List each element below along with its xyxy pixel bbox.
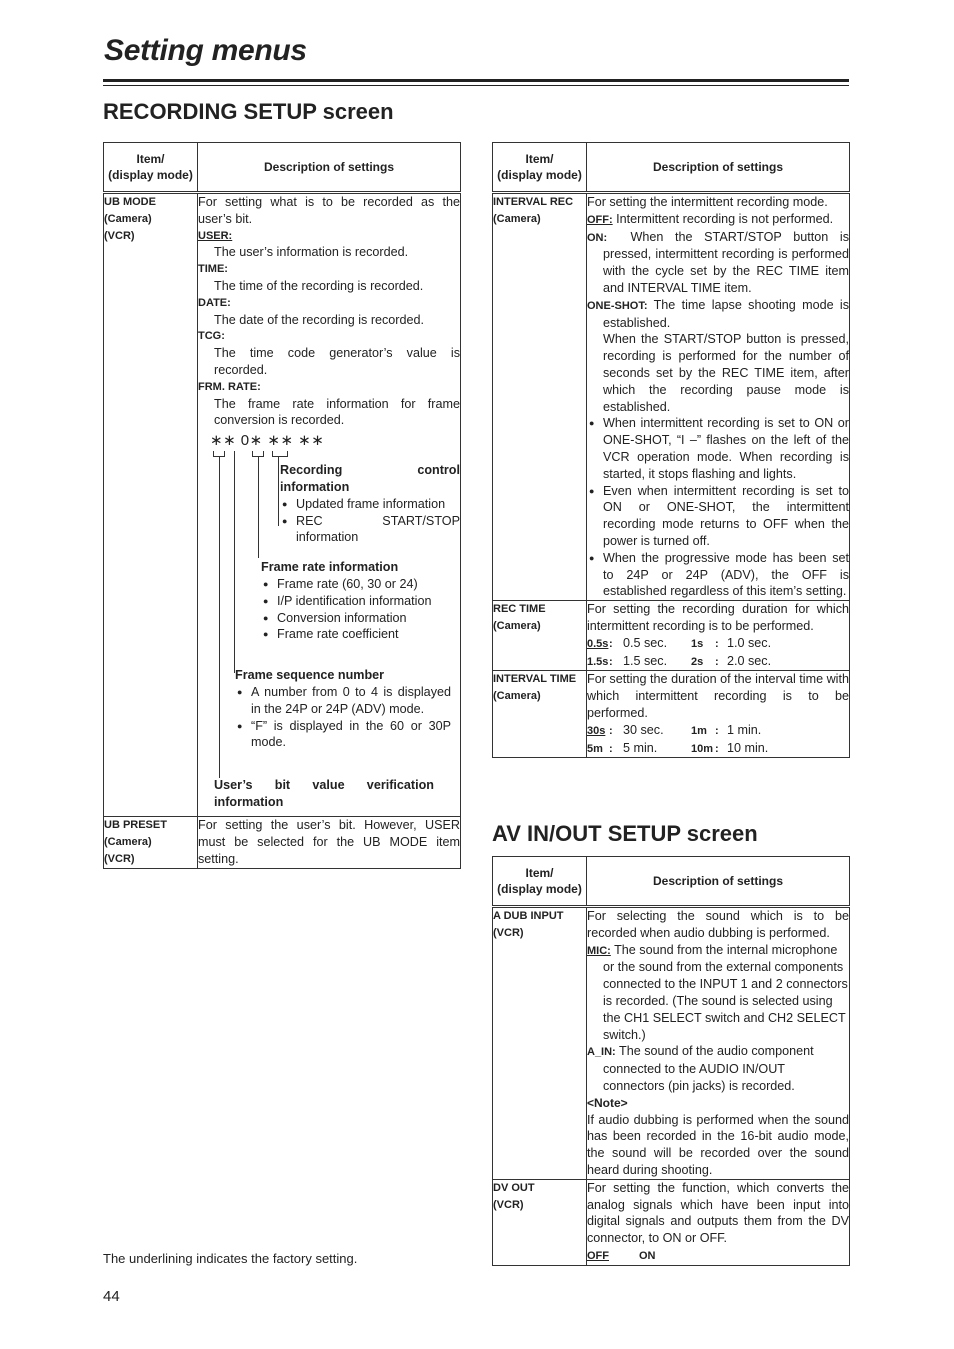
title-rule-thin bbox=[103, 85, 849, 86]
column-header-description: Description of settings bbox=[587, 857, 850, 907]
item-name: UB MODE bbox=[104, 196, 156, 208]
header-item-line1: Item/ bbox=[525, 152, 554, 166]
option-row: 5m : 5 min. 10m : 10 min. bbox=[587, 740, 849, 758]
recording-setup-heading: RECORDING SETUP screen bbox=[103, 99, 394, 124]
item-name: INTERVAL REC bbox=[493, 196, 574, 208]
item-name: INTERVAL TIME bbox=[493, 673, 577, 686]
item-name: UB PRESET bbox=[104, 819, 167, 832]
list-item: ● Frame rate coefficient bbox=[261, 626, 457, 643]
option-value: 5 min. bbox=[623, 740, 658, 755]
option-value: 1.0 sec. bbox=[727, 635, 772, 650]
header-item-line1: Item/ bbox=[136, 152, 165, 166]
table-row-rec-time bbox=[493, 601, 850, 671]
option-text: The frame rate information for frame conversion is recorded. bbox=[214, 396, 460, 428]
recording-setup-table bbox=[103, 142, 461, 869]
frame-rate-block bbox=[261, 559, 457, 643]
recording-setup-table-right bbox=[492, 142, 850, 758]
item-mode: (Camera) bbox=[104, 835, 152, 848]
bracket-line-verify bbox=[219, 456, 220, 778]
option-label-user: USER: bbox=[198, 229, 233, 242]
user-bit-code: ∗∗ 0∗ ∗∗ ∗∗ bbox=[210, 432, 325, 450]
option-text: The time lapse shooting mode is established. bbox=[603, 297, 849, 330]
table-row-interval-rec bbox=[493, 193, 850, 601]
option-value: 1.5 sec. bbox=[623, 653, 668, 668]
page-title: Setting menus bbox=[104, 34, 307, 67]
option-key: 5m bbox=[587, 742, 603, 755]
option-key: 2s bbox=[691, 655, 704, 668]
bracket-tick bbox=[263, 451, 264, 457]
option-key: 0.5s bbox=[587, 637, 609, 650]
frame-rate-title: Frame rate information bbox=[261, 560, 399, 575]
option-label-frm-rate: FRM. RATE: bbox=[198, 380, 261, 393]
option-value: 0.5 sec. bbox=[623, 635, 668, 650]
option-value: 30 sec. bbox=[623, 722, 664, 737]
header-item-line2: (display mode) bbox=[108, 168, 193, 182]
option-one-shot bbox=[587, 297, 849, 332]
table-row-a-dub-input bbox=[493, 907, 850, 1180]
setting-intro: For setting the duration of the interval time with which intermittent recording is to be performed. bbox=[587, 672, 849, 720]
column-header-item bbox=[493, 857, 587, 907]
verify-title: User’s bit value verification information bbox=[214, 778, 434, 809]
list-item: ● Conversion information bbox=[261, 610, 457, 627]
option-row: 30s : 30 sec. 1m : 1 min. bbox=[587, 722, 849, 740]
option-label-one-shot: ONE-SHOT: bbox=[587, 299, 648, 312]
table-row-interval-time bbox=[493, 671, 850, 758]
column-header-item bbox=[104, 143, 198, 193]
setting-intro: For setting the recording duration for which intermittent recording is to be performed. bbox=[587, 602, 849, 633]
av-setup-heading: AV IN/OUT SETUP screen bbox=[492, 821, 758, 846]
item-mode: (Camera) bbox=[493, 212, 541, 225]
option-text: The time code generator’s value is recorded. bbox=[214, 346, 460, 377]
list-item: ● REC START/STOP information bbox=[280, 513, 460, 547]
column-header-description: Description of settings bbox=[198, 143, 461, 193]
rec-control-title: Recording control information bbox=[280, 463, 460, 494]
option-label-off: OFF: bbox=[587, 213, 613, 226]
list-item: ● Frame rate (60, 30 or 24) bbox=[261, 576, 457, 593]
list-item: ● Updated frame information bbox=[280, 496, 460, 513]
option-value: 1 min. bbox=[727, 722, 762, 737]
setting-text: For setting the function, which converts the analog signals which have been input into digital signals and outputs them from the DV connector, to ON or OFF. bbox=[587, 1180, 849, 1246]
rec-control-block bbox=[280, 462, 460, 546]
list-item: ● When the progressive mode has been set to 24P or 24P (ADV), the OFF is established regardless of this item’s setting. bbox=[587, 550, 849, 600]
column-header-item bbox=[493, 143, 587, 193]
option-text: The sound of the audio component connected to the AUDIO IN/OUT connectors (pin jacks) is recorded. bbox=[603, 1044, 814, 1093]
option-text: When the START/STOP button is pressed, intermittent recording is performed with the cycle set by the REC TIME item and INTERVAL TIME item. bbox=[603, 229, 850, 295]
option-row: 1.5s: 1.5 sec. 2s : 2.0 sec. bbox=[587, 653, 849, 671]
option-mic bbox=[587, 942, 849, 1044]
list-item: ● Even when intermittent recording is set to ON or ONE-SHOT, the intermittent recording mode returns to OFF when the power is turned off. bbox=[587, 483, 849, 550]
option-row bbox=[587, 1247, 849, 1265]
user-bit-diagram bbox=[198, 429, 460, 816]
item-mode: (VCR) bbox=[104, 852, 135, 865]
title-rule-thick bbox=[103, 79, 849, 82]
setting-intro: For selecting the sound which is to be recorded when audio dubbing is performed. bbox=[587, 909, 849, 940]
bracket-line-rec-control bbox=[278, 456, 279, 526]
item-mode: (VCR) bbox=[104, 229, 135, 242]
header-item-line2: (display mode) bbox=[497, 168, 582, 182]
table-row-dv-out bbox=[493, 1179, 850, 1265]
option-text: The sound from the internal microphone or the sound from the external components connected to the INPUT 1 and 2 connectors is recorded. (The sound is selected using the CH1 SELECT switch and CH2 SELECT switch.) bbox=[603, 942, 848, 1042]
item-name: DV OUT bbox=[493, 1181, 535, 1194]
table-row-ub-mode bbox=[104, 193, 461, 817]
option-a-in bbox=[587, 1043, 849, 1094]
option-key: 1s bbox=[691, 637, 704, 650]
option-key: 10m bbox=[691, 742, 714, 755]
option-key: 1.5s bbox=[587, 655, 609, 668]
option-label-time: TIME: bbox=[198, 263, 228, 276]
option-key: 1m bbox=[691, 724, 707, 737]
list-item: ● I/P identification information bbox=[261, 593, 457, 610]
option-text: When the START/STOP button is pressed, recording is performed for the number of seconds set by the REC TIME item, after which the recording pause mode is established. bbox=[603, 332, 849, 414]
option-label-tcg: TCG: bbox=[198, 330, 225, 343]
item-mode: (Camera) bbox=[104, 212, 152, 225]
item-mode: (Camera) bbox=[493, 690, 541, 703]
footnote: The underlining indicates the factory setting. bbox=[103, 1251, 358, 1266]
item-name: REC TIME bbox=[493, 603, 546, 616]
option-label-mic: MIC: bbox=[587, 944, 611, 957]
setting-intro: For setting what is to be recorded as the user’s bit. bbox=[198, 195, 460, 226]
bracket-tick bbox=[287, 451, 288, 457]
bracket-tick bbox=[272, 456, 288, 457]
page-number: 44 bbox=[103, 1288, 120, 1305]
option-off bbox=[587, 211, 849, 229]
setting-text: For setting the user’s bit. However, USER must be selected for the UB MODE item setting. bbox=[198, 817, 461, 868]
av-setup-table bbox=[492, 856, 850, 1266]
option-value: 10 min. bbox=[727, 740, 769, 755]
option-text: Intermittent recording is not performed. bbox=[616, 211, 834, 226]
item-mode: (Camera) bbox=[493, 619, 541, 632]
item-mode: (VCR) bbox=[493, 926, 524, 939]
note-text: If audio dubbing is performed when the sound has been recorded in the 16-bit audio mode, the sound will be recorded over the sound heard during shooting. bbox=[587, 1112, 849, 1177]
option-on bbox=[587, 229, 849, 297]
option-value: 2.0 sec. bbox=[727, 653, 772, 668]
list-item: ● A number from 0 to 4 is displayed in the 24P or 24P (ADV) mode. bbox=[235, 684, 451, 718]
setting-intro: For setting the intermittent recording mode. bbox=[587, 195, 828, 209]
item-mode: (VCR) bbox=[493, 1198, 524, 1211]
option-label-a-in: A_IN: bbox=[587, 1046, 616, 1059]
list-item: ● “F” is displayed in the 60 or 30P mode. bbox=[235, 718, 451, 752]
header-item-line2: (display mode) bbox=[497, 882, 582, 896]
option-row: 0.5s: 0.5 sec. 1s : 1.0 sec. bbox=[587, 635, 849, 653]
table-row-ub-preset bbox=[104, 817, 461, 868]
bracket-line-frame-seq bbox=[234, 451, 235, 673]
option-label-on: ON: bbox=[587, 231, 608, 244]
option-text: The time of the recording is recorded. bbox=[214, 278, 424, 293]
option-label-date: DATE: bbox=[198, 296, 231, 309]
note-label: <Note> bbox=[587, 1095, 628, 1110]
list-item: ● When intermittent recording is set to ON or ONE-SHOT, “I –” flashes on the left of the VCR operation mode. When recording is started, it stops flashing and lights. bbox=[587, 415, 849, 482]
column-header-description: Description of settings bbox=[587, 143, 850, 193]
header-item-line1: Item/ bbox=[525, 866, 554, 880]
bracket-tick bbox=[224, 451, 225, 457]
option-text: The user’s information is recorded. bbox=[214, 245, 409, 260]
frame-seq-title: Frame sequence number bbox=[235, 668, 385, 683]
option-on: ON bbox=[639, 1249, 656, 1262]
item-name: A DUB INPUT bbox=[493, 910, 564, 922]
bracket-line-frame-rate bbox=[258, 456, 259, 558]
verify-block bbox=[214, 777, 434, 811]
frame-seq-block bbox=[235, 667, 451, 751]
option-key: 30s bbox=[587, 724, 606, 737]
option-text: The date of the recording is recorded. bbox=[214, 312, 425, 327]
option-off: OFF bbox=[587, 1249, 609, 1262]
